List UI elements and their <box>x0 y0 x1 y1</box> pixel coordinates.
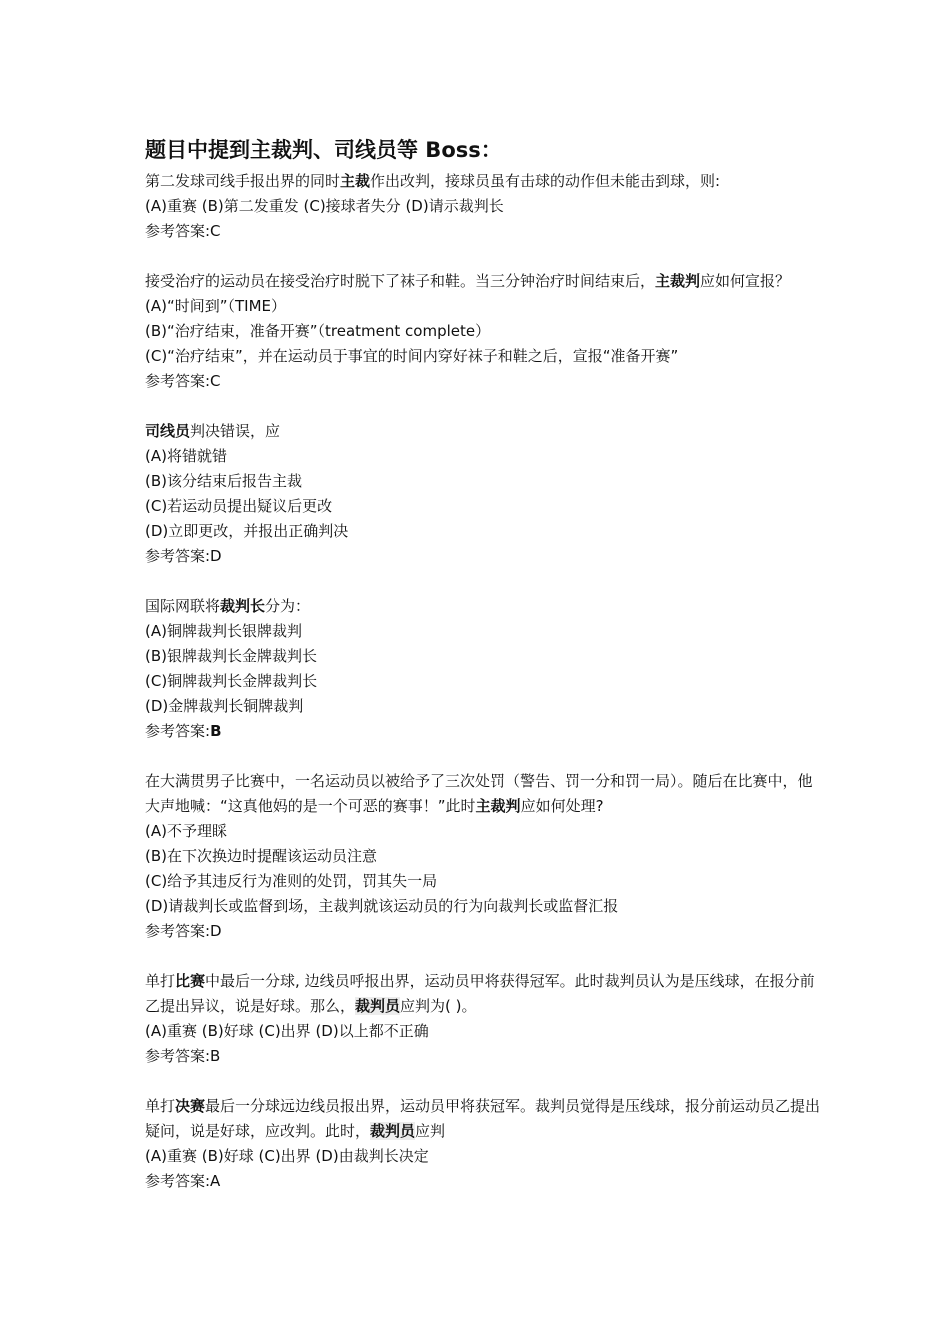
stem-keyword: 主裁判 <box>655 272 701 290</box>
question-stem <box>145 419 825 444</box>
option-d: (D)立即更改，并报出正确判决 <box>145 522 349 540</box>
stem-text: 国际网联将 <box>145 597 221 615</box>
question-answer: 参考答案:D <box>145 922 222 940</box>
page-title: 题目中提到主裁判、司线员等 Boss： <box>145 138 502 162</box>
option-a: (A)不予理睬 <box>145 822 227 840</box>
stem-keyword: 比赛 <box>175 972 206 990</box>
option-d: (D)金牌裁判长铜牌裁判 <box>145 697 304 715</box>
stem-keyword-highlight: 裁判员 <box>370 1122 416 1140</box>
stem-text: 单打 <box>145 972 176 990</box>
option-a: (A)铜牌裁判长银牌裁判 <box>145 622 302 640</box>
question-options: (A)重赛 (B)好球 (C)出界 (D)由裁判长决定 <box>145 1147 429 1165</box>
question-options: (A)重赛 (B)第二发重发 (C)接球者失分 (D)请示裁判长 <box>145 197 504 215</box>
question-answer: 参考答案:C <box>145 372 221 390</box>
question-answer: 参考答案:C <box>145 222 221 240</box>
stem-keyword: 决赛 <box>175 1097 206 1115</box>
stem-text: 单打 <box>145 1097 176 1115</box>
answer-prefix: 参考答案: <box>145 722 211 740</box>
stem-text: 判决错误，应 <box>190 422 281 440</box>
stem-text: 应如何宣报？ <box>700 272 791 290</box>
stem-text: 第二发球司线手报出界的同时 <box>145 172 341 190</box>
option-d: (D)请裁判长或监督到场，主裁判就该运动员的行为向裁判长或监督汇报 <box>145 897 619 915</box>
question-5 <box>145 769 825 944</box>
stem-text: 最后一分球远边线员报出界，运动员甲将获冠军。裁判员觉得是压线球，报分前运动员乙提出疑问，说是好球，应改判。此时， <box>145 1097 821 1140</box>
option-c: (C)若运动员提出疑议后更改 <box>145 497 333 515</box>
stem-keyword: 主裁判 <box>475 797 521 815</box>
option-b: (B)“治疗结束，准备开赛”（treatment complete） <box>145 322 491 340</box>
question-stem <box>145 769 825 819</box>
question-1 <box>145 169 825 244</box>
stem-text: 在大满贯男子比赛中，一名运动员以被给予了三次处罚（警告、罚一分和罚一局）。随后在比赛中，他大声地喊：“这真他妈的是一个可恶的赛事！”此时 <box>145 772 813 815</box>
option-b: (B)在下次换边时提醒该运动员注意 <box>145 847 377 865</box>
option-b: (B)该分结束后报告主裁 <box>145 472 302 490</box>
option-b: (B)银牌裁判长金牌裁判长 <box>145 647 317 665</box>
question-answer: 参考答案:B <box>145 1047 221 1065</box>
stem-text: 分为： <box>265 597 311 615</box>
option-c: (C)“治疗结束”，并在运动员于事宜的时间内穿好袜子和鞋之后，宣报“准备开赛” <box>145 347 679 365</box>
question-stem <box>145 269 825 294</box>
question-answer: 参考答案:D <box>145 547 222 565</box>
stem-text: 接受治疗的运动员在接受治疗时脱下了袜子和鞋。当三分钟治疗时间结束后， <box>145 272 656 290</box>
stem-text: 作出改判，接球员虽有击球的动作但未能击到球，则: <box>370 172 721 190</box>
answer-letter: B <box>210 722 222 740</box>
option-a: (A)将错就错 <box>145 447 227 465</box>
document-page <box>145 133 825 1219</box>
stem-text: 应判为( )。 <box>400 997 477 1015</box>
question-options: (A)重赛 (B)好球 (C)出界 (D)以上都不正确 <box>145 1022 429 1040</box>
stem-keyword: 裁判长 <box>220 597 266 615</box>
option-a: (A)“时间到”（TIME） <box>145 297 287 315</box>
question-stem <box>145 1094 825 1144</box>
stem-keyword: 司线员 <box>145 422 191 440</box>
question-stem <box>145 969 825 1019</box>
stem-keyword-highlight: 裁判员 <box>355 997 401 1015</box>
stem-text: 应如何处理? <box>520 797 604 815</box>
question-6 <box>145 969 825 1069</box>
question-answer <box>145 719 825 744</box>
question-7 <box>145 1094 825 1194</box>
stem-text: 应判 <box>415 1122 446 1140</box>
question-3 <box>145 419 825 569</box>
stem-keyword: 主裁 <box>340 172 371 190</box>
question-stem <box>145 169 825 194</box>
question-stem <box>145 594 825 619</box>
option-c: (C)给予其违反行为准则的处罚，罚其失一局 <box>145 872 438 890</box>
question-4 <box>145 594 825 744</box>
option-c: (C)铜牌裁判长金牌裁判长 <box>145 672 318 690</box>
stem-text: 中最后一分球, 边线员呼报出界，运动员甲将获得冠军。此时裁判员认为是压线球，在报分前乙提出异议，说是好球。那么， <box>145 972 815 1015</box>
question-2 <box>145 269 825 394</box>
question-answer: 参考答案:A <box>145 1172 221 1190</box>
